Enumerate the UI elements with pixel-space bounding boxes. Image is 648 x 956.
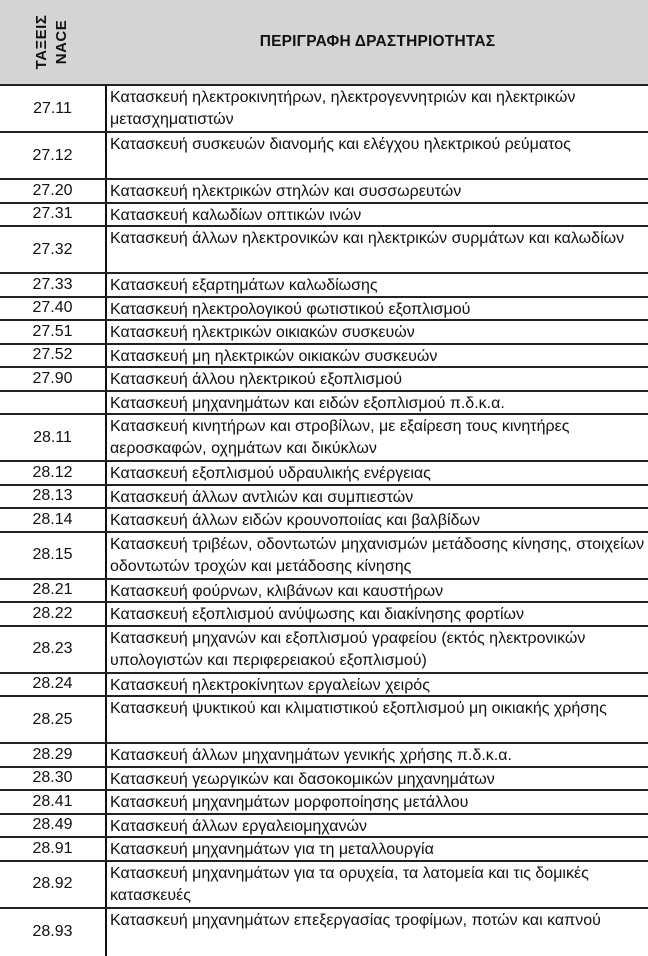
activity-description: Κατασκευή μηχανημάτων επεξεργασίας τροφίμων, ποτών και καπνού	[110, 911, 601, 929]
activity-description: Κατασκευή άλλων ειδών κρουνοποιίας και βαλβίδων	[110, 512, 480, 529]
nace-code: 28.24	[0, 674, 107, 696]
nace-code: 27.11	[0, 86, 107, 131]
nace-code: 27.52	[0, 345, 107, 367]
activity-description: Κατασκευή ηλεκτρολογικού φωτιστικού εξοπλισμού	[110, 300, 471, 318]
activity-description: Κατασκευή ηλεκτρικών στηλών και συσσωρευτών	[110, 183, 462, 200]
table-row	[0, 204, 648, 228]
table-row	[0, 133, 648, 180]
nace-code: 28.93	[0, 909, 107, 956]
activity-description: Κατασκευή κινητήρων και στροβίλων, με εξαίρεση τους κινητήρες αεροσκαφών, οχημάτων και δικύκλων	[110, 418, 570, 457]
nace-code: 28.21	[0, 580, 107, 602]
nace-code: 28.30	[0, 768, 107, 790]
nace-code: 28.25	[0, 697, 107, 742]
table-row	[0, 768, 648, 792]
activity-description: Κατασκευή μηχανημάτων για τα ορυχεία, τα λατομεία και τις δομικές κατασκευές	[110, 864, 589, 904]
nace-code: 28.91	[0, 838, 107, 860]
table-row	[0, 697, 648, 744]
nace-code: 27.51	[0, 321, 107, 343]
activity-description: Κατασκευή εξοπλισμού ανύψωσης και διακίνησης φορτίων	[110, 606, 524, 623]
activity-description: Κατασκευή άλλου ηλεκτρικού εξοπλισμού	[110, 371, 403, 388]
activity-description: Κατασκευή άλλων αντλιών και συμπιεστών	[110, 488, 414, 506]
table-row	[0, 509, 648, 533]
activity-description: Κατασκευή ηλεκτροκινητήρων, ηλεκτρογεννητριών και ηλεκτρικών μετασχηματιστών	[110, 89, 576, 128]
table-row	[0, 627, 648, 674]
table-row	[0, 274, 648, 298]
nace-code: 28.15	[0, 533, 107, 578]
header-nace-line2: NACE	[53, 19, 70, 65]
nace-code: 27.90	[0, 368, 107, 390]
table-row	[0, 298, 648, 322]
activity-description: Κατασκευή γεωργικών και δασοκομικών μηχανημάτων	[110, 770, 495, 788]
table-row	[0, 580, 648, 604]
nace-code: 28.41	[0, 791, 107, 813]
activity-description: Κατασκευή φούρνων, κλιβάνων και καυστήρων	[110, 582, 444, 600]
table-row	[0, 674, 648, 698]
table-row	[0, 486, 648, 510]
activity-description: Κατασκευή άλλων μηχανημάτων γενικής χρήσης π.δ.κ.α.	[110, 747, 512, 764]
nace-code: 27.31	[0, 204, 107, 226]
table-row	[0, 227, 648, 274]
activity-description: Κατασκευή άλλων ηλεκτρονικών και ηλεκτρικών συρμάτων και καλωδίων	[110, 230, 625, 247]
nace-code: 27.40	[0, 298, 107, 320]
nace-code: 27.12	[0, 133, 107, 178]
table-row	[0, 533, 648, 580]
header-activity-description: ΠΕΡΙΓΡΑΦΗ ΔΡΑΣΤΗΡΙΟΤΗΤΑΣ	[259, 33, 496, 50]
nace-code: 27.33	[0, 274, 107, 296]
table-row	[0, 180, 648, 204]
activity-description: Κατασκευή άλλων εργαλειομηχανών	[110, 817, 368, 835]
nace-code: 28.29	[0, 744, 107, 766]
table-row	[0, 462, 648, 486]
table-row	[0, 744, 648, 768]
activity-description: Κατασκευή μη ηλεκτρικών οικιακών συσκευών	[110, 347, 438, 365]
activity-description: Κατασκευή ψυκτικού και κλιματιστικού εξοπλισμού μη οικιακής χρήσης	[110, 700, 607, 717]
nace-code: 28.12	[0, 462, 107, 484]
activity-description: Κατασκευή εξοπλισμού υδραυλικής ενέργειας	[110, 465, 431, 482]
table-row	[0, 415, 648, 462]
activity-description: Κατασκευή ηλεκτροκίνητων εργαλείων χειρός	[110, 676, 430, 694]
activity-description: Κατασκευή τριβέων, οδοντωτών μηχανισμών μετάδοσης κίνησης, στοιχείων οδοντωτών τροχών και μετάδοσης κίνησης	[110, 535, 645, 575]
activity-description: Κατασκευή ηλεκτρικών οικιακών συσκευών	[110, 324, 415, 341]
activity-description: Κατασκευή μηχανών και εξοπλισμού γραφείου (εκτός ηλεκτρονικών υπολογιστών και περιφερειακού εξοπλισμού)	[110, 629, 586, 669]
header-nace-line1: ΤΑΞΕΙΣ	[33, 14, 50, 70]
table-row	[0, 791, 648, 815]
nace-code: 28.92	[0, 862, 107, 907]
table-row	[0, 86, 648, 133]
activity-description: Κατασκευή μηχανημάτων και ειδών εξοπλισμού π.δ.κ.α.	[110, 394, 505, 412]
nace-code: 28.13	[0, 486, 107, 508]
nace-code: 28.49	[0, 815, 107, 837]
activity-description: Κατασκευή συσκευών διανομής και ελέγχου ηλεκτρικού ρεύματος	[110, 136, 571, 153]
table-row	[0, 862, 648, 909]
table-row	[0, 345, 648, 369]
table-row	[0, 838, 648, 862]
activity-description: Κατασκευή εξαρτημάτων καλωδίωσης	[110, 277, 378, 294]
activity-description: Κατασκευή καλωδίων οπτικών ινών	[110, 206, 362, 224]
nace-code	[0, 392, 107, 414]
nace-code: 27.20	[0, 180, 107, 202]
nace-code: 28.22	[0, 603, 107, 625]
nace-code: 28.14	[0, 509, 107, 531]
table-row	[0, 368, 648, 392]
table-row-section	[0, 392, 648, 416]
header-nace-classes	[0, 0, 107, 84]
activity-description: Κατασκευή μηχανημάτων για τη μεταλλουργία	[110, 841, 434, 858]
nace-code: 28.23	[0, 627, 107, 672]
table-row	[0, 321, 648, 345]
table-row	[0, 815, 648, 839]
nace-code: 27.32	[0, 227, 107, 272]
activity-description: Κατασκευή μηχανημάτων μορφοποίησης μετάλλου	[110, 794, 469, 811]
table-row	[0, 909, 648, 956]
table-header	[0, 0, 648, 86]
table-row	[0, 603, 648, 627]
nace-code: 28.11	[0, 415, 107, 460]
